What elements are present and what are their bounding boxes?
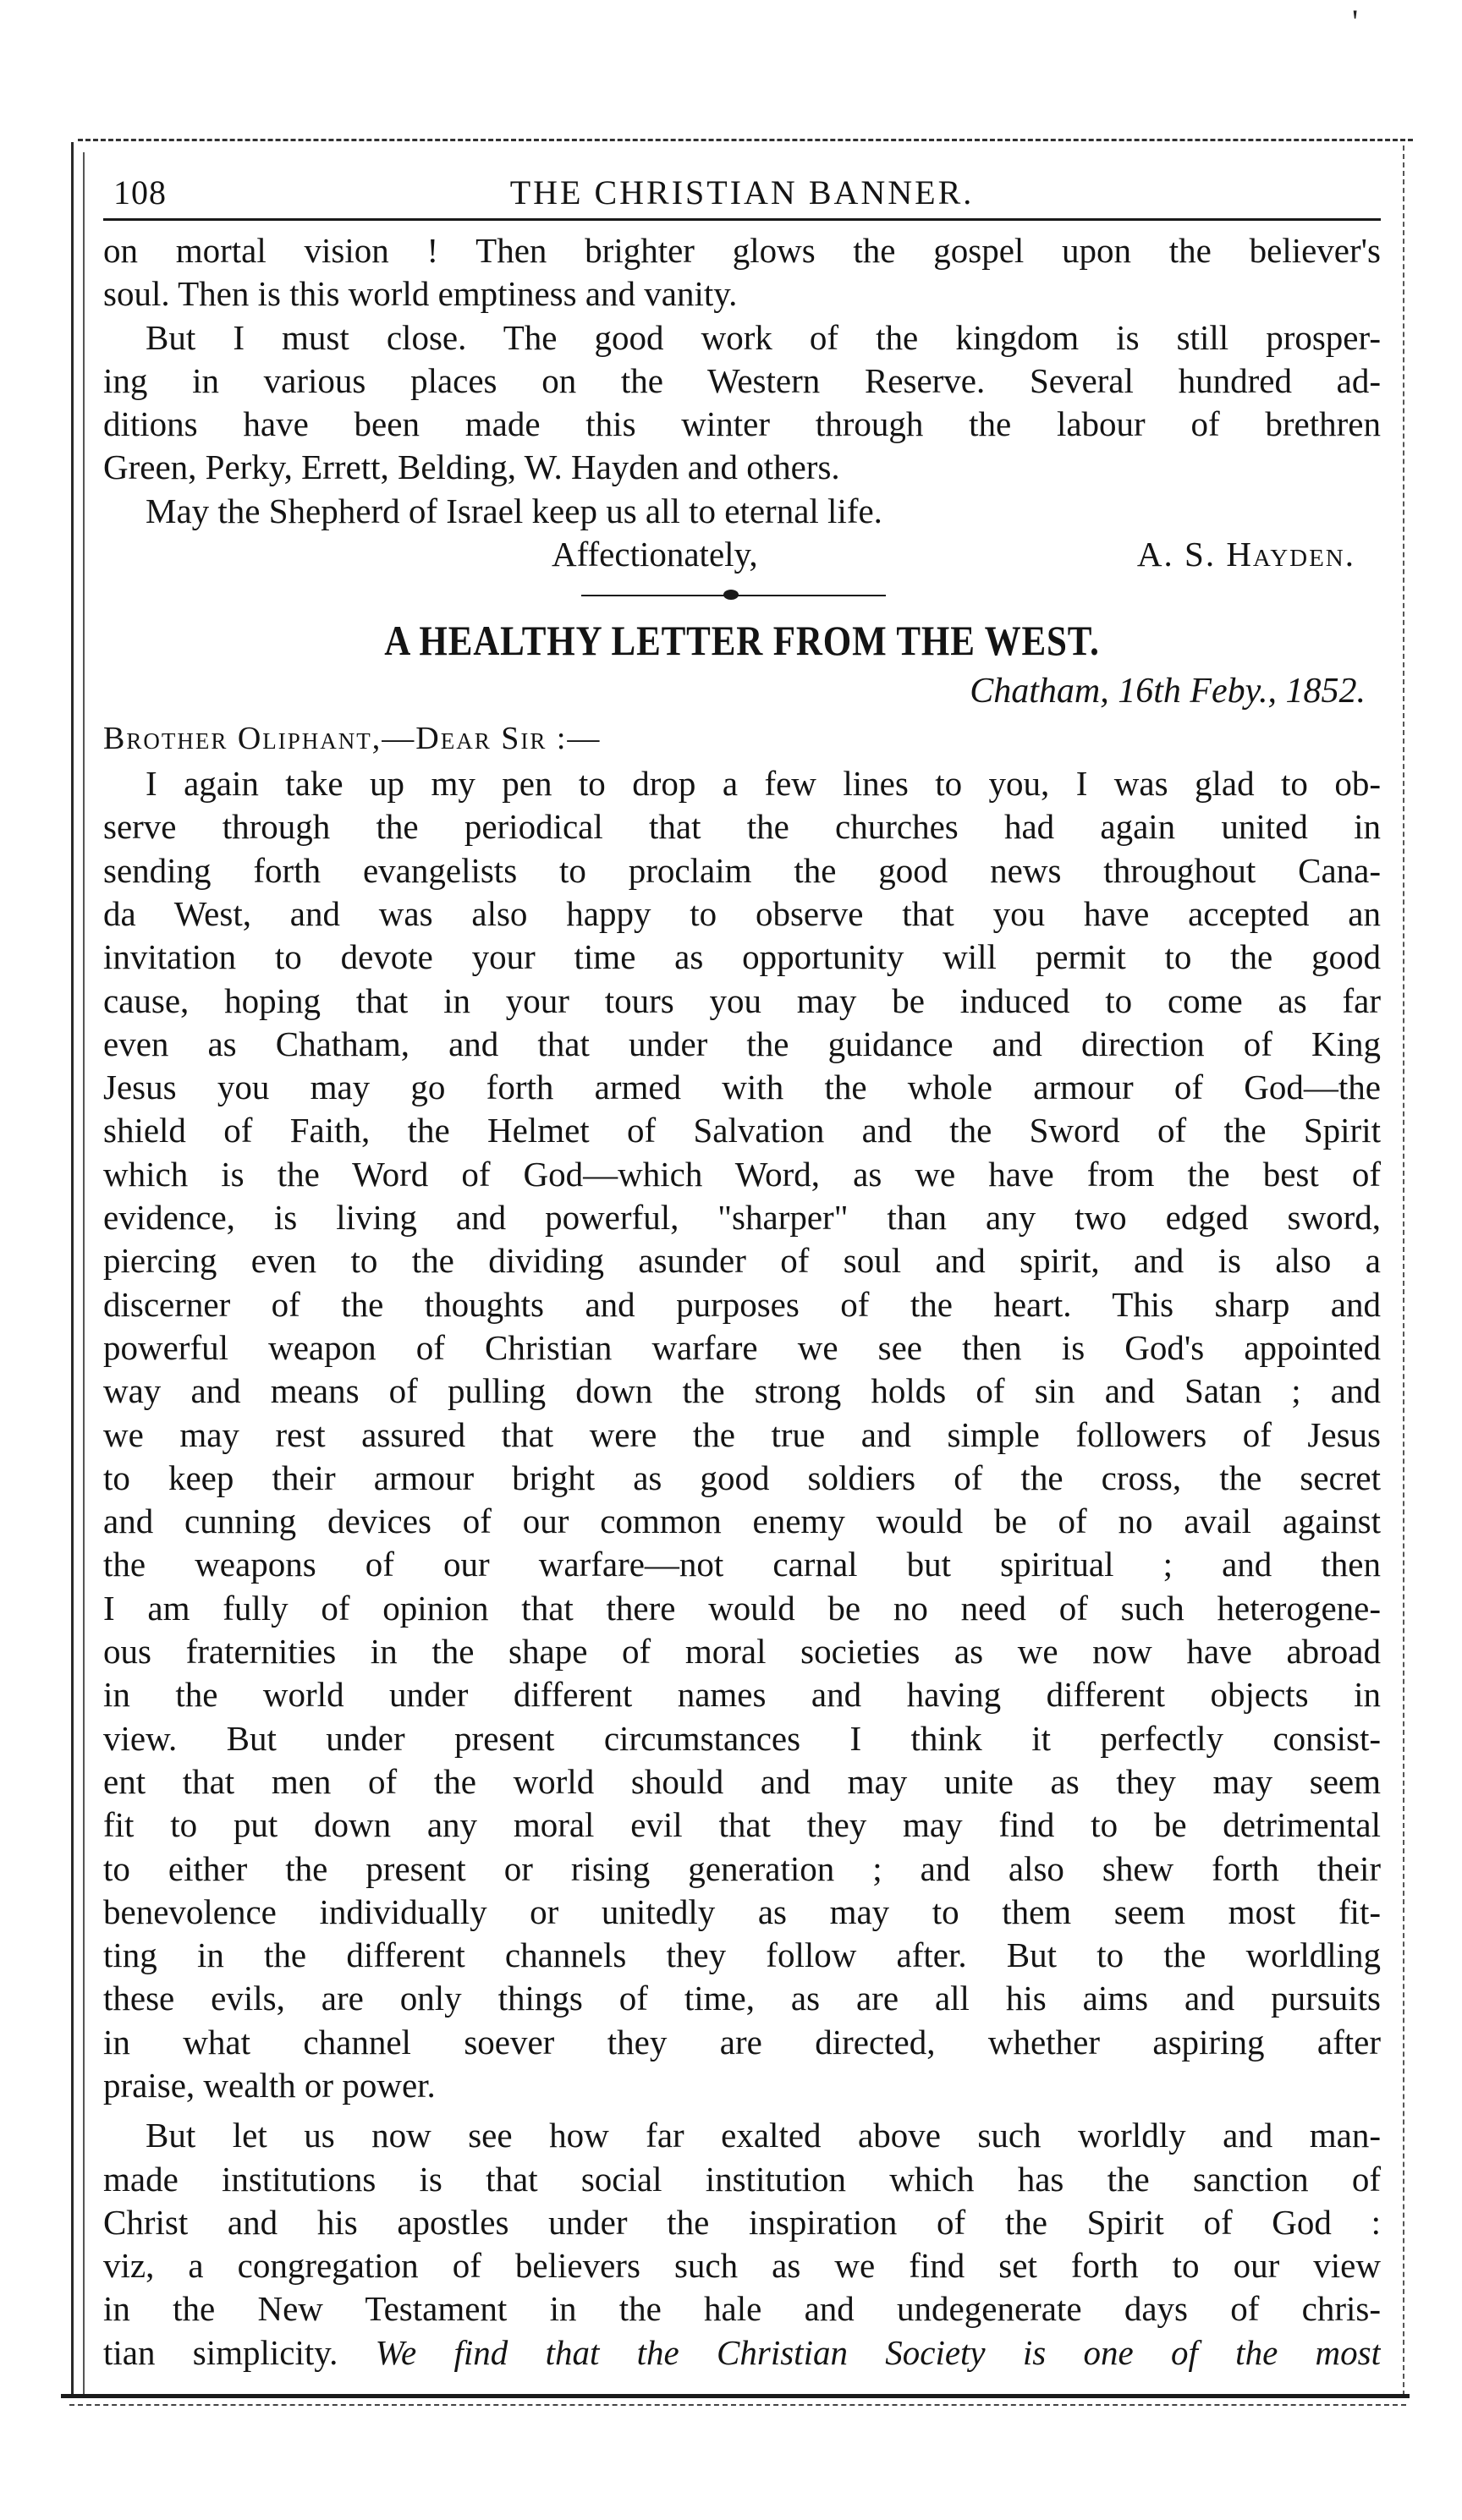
text-line: Jesus you may go forth armed with the whole armour of God—the <box>103 1068 1381 1107</box>
text-line: serve through the periodical that the churches had again united in <box>103 807 1381 847</box>
text-line: discerner of the thoughts and purposes of the heart. This sharp and <box>103 1284 1381 1324</box>
frame-left-inner-rule <box>83 152 85 2394</box>
text-line: on mortal vision ! Then brighter glows the gospel upon the believer's <box>103 231 1381 270</box>
text-line: May the Shepherd of Israel keep us all to eternal life. <box>146 491 882 530</box>
page-body <box>103 221 1381 2375</box>
text-line: in the New Testament in the hale and undegenerate days of chris- <box>103 2289 1381 2329</box>
text-line: to either the present or rising generation ; and also shew forth their <box>103 1848 1381 1888</box>
text-line: the weapons of our warfare—not carnal but spiritual ; and then <box>103 1545 1381 1584</box>
running-title: THE CHRISTIAN BANNER. <box>509 173 975 211</box>
text-line: benevolence individually or unitedly as may to them seem most fit- <box>103 1891 1381 1931</box>
dateline: Chatham, 16th Feby., 1852. <box>970 672 1366 711</box>
text-line: praise, wealth or power. <box>103 2065 436 2105</box>
signature-line <box>103 533 1381 576</box>
article-title: A HEALTHY LETTER FROM THE WEST. <box>384 617 1100 665</box>
text-line-last <box>103 2331 1381 2375</box>
text-line: made institutions is that social institution which has the sanction of <box>103 2159 1381 2199</box>
text-line: in the world under different names and having different objects in <box>103 1675 1381 1715</box>
text-run: tian simplicity. <box>103 2332 338 2372</box>
paragraph-1 <box>103 762 1381 2107</box>
text-line: Christ and his apostles under the inspiration of the Spirit of God : <box>103 2202 1381 2242</box>
author-signature: A. S. Hayden. <box>1136 535 1355 574</box>
text-line: and cunning devices of our common enemy would be of no avail against <box>103 1502 1381 1541</box>
text-line: way and means of pulling down the strong holds of sin and Satan ; and <box>103 1371 1381 1411</box>
text-line: sending forth evangelists to proclaim the good news throughout Cana- <box>103 850 1381 890</box>
text-line: ing in various places on the Western Reserve. Several hundred ad- <box>103 360 1381 400</box>
text-line: shield of Faith, the Helmet of Salvation and the Sword of the Spirit <box>103 1111 1381 1150</box>
page <box>103 167 1381 2375</box>
text-line: these evils, are only things of time, as are all his aims and pursuits <box>103 1979 1381 2018</box>
text-line: But let us now see how far exalted above such worldly and man- <box>146 2116 1381 2155</box>
text-line: piercing even to the dividing asunder of soul and spirit, and is also a <box>103 1241 1381 1281</box>
text-line: view. But under present circumstances I think it perfectly consist- <box>103 1718 1381 1758</box>
closing: Affectionately, <box>552 535 758 574</box>
divider-ornament <box>723 590 739 600</box>
salutation: Brother Oliphant,—Dear Sir :— <box>103 721 602 757</box>
text-line: invitation to devote your time as opportunity will permit to the good <box>103 937 1381 977</box>
text-line: to keep their armour bright as good soldiers of the cross, the secret <box>103 1458 1381 1497</box>
text-line: ent that men of the world should and may unite as they may seem <box>103 1761 1381 1801</box>
paragraph-gap <box>103 2107 1381 2114</box>
text-line: even as Chatham, and that under the guidance and direction of King <box>103 1024 1381 1063</box>
text-line: viz, a congregation of believers such as we find set forth to our view <box>103 2246 1381 2286</box>
italic-text-run: We find that the Christian Society is one of the most <box>375 2332 1381 2372</box>
margin-mark: ' <box>1352 3 1359 41</box>
frame-bottom-rule <box>61 2394 1410 2398</box>
text-line: in what channel soever they are directed, whether aspiring after <box>103 2022 1381 2062</box>
text-line: ous fraternities in the shape of moral societies as we now have abroad <box>103 1632 1381 1672</box>
paragraph-2 <box>103 2114 1381 2375</box>
text-line: evidence, is living and powerful, "sharper" than any two edged sword, <box>103 1198 1381 1238</box>
text-line: soul. Then is this world emptiness and vanity. <box>103 274 738 314</box>
frame-left-rule <box>71 142 74 2397</box>
frame-top-rule <box>78 139 1413 141</box>
text-line: da West, and was also happy to observe that you have accepted an <box>103 893 1381 933</box>
text-line: ting in the different channels they follow after. But to the worldling <box>103 1935 1381 1975</box>
text-line: ditions have been made this winter through the labour of brethren <box>103 404 1381 444</box>
text-line: fit to put down any moral evil that they may find to be detrimental <box>103 1805 1381 1845</box>
text-line: Green, Perky, Errett, Belding, W. Hayden and others. <box>103 447 840 487</box>
text-line: cause, hoping that in your tours you may be induced to come as far <box>103 980 1381 1020</box>
page-number: 108 <box>113 173 167 211</box>
frame-bottom-inner-rule <box>69 2404 1406 2406</box>
text-line: which is the Word of God—which Word, as we have from the best of <box>103 1154 1381 1194</box>
text-line: powerful weapon of Christian warfare we see then is God's appointed <box>103 1327 1381 1367</box>
text-line: I again take up my pen to drop a few lines to you, I was glad to ob- <box>146 764 1381 804</box>
text-line: But I must close. The good work of the kingdom is still prosper- <box>146 317 1381 357</box>
text-line: I am fully of opinion that there would be no need of such heterogene- <box>103 1588 1381 1628</box>
frame-right-rule <box>1403 145 1404 2396</box>
section-divider <box>103 576 1381 613</box>
page-header <box>103 167 1381 221</box>
text-line: we may rest assured that were the true and simple followers of Jesus <box>103 1414 1381 1454</box>
